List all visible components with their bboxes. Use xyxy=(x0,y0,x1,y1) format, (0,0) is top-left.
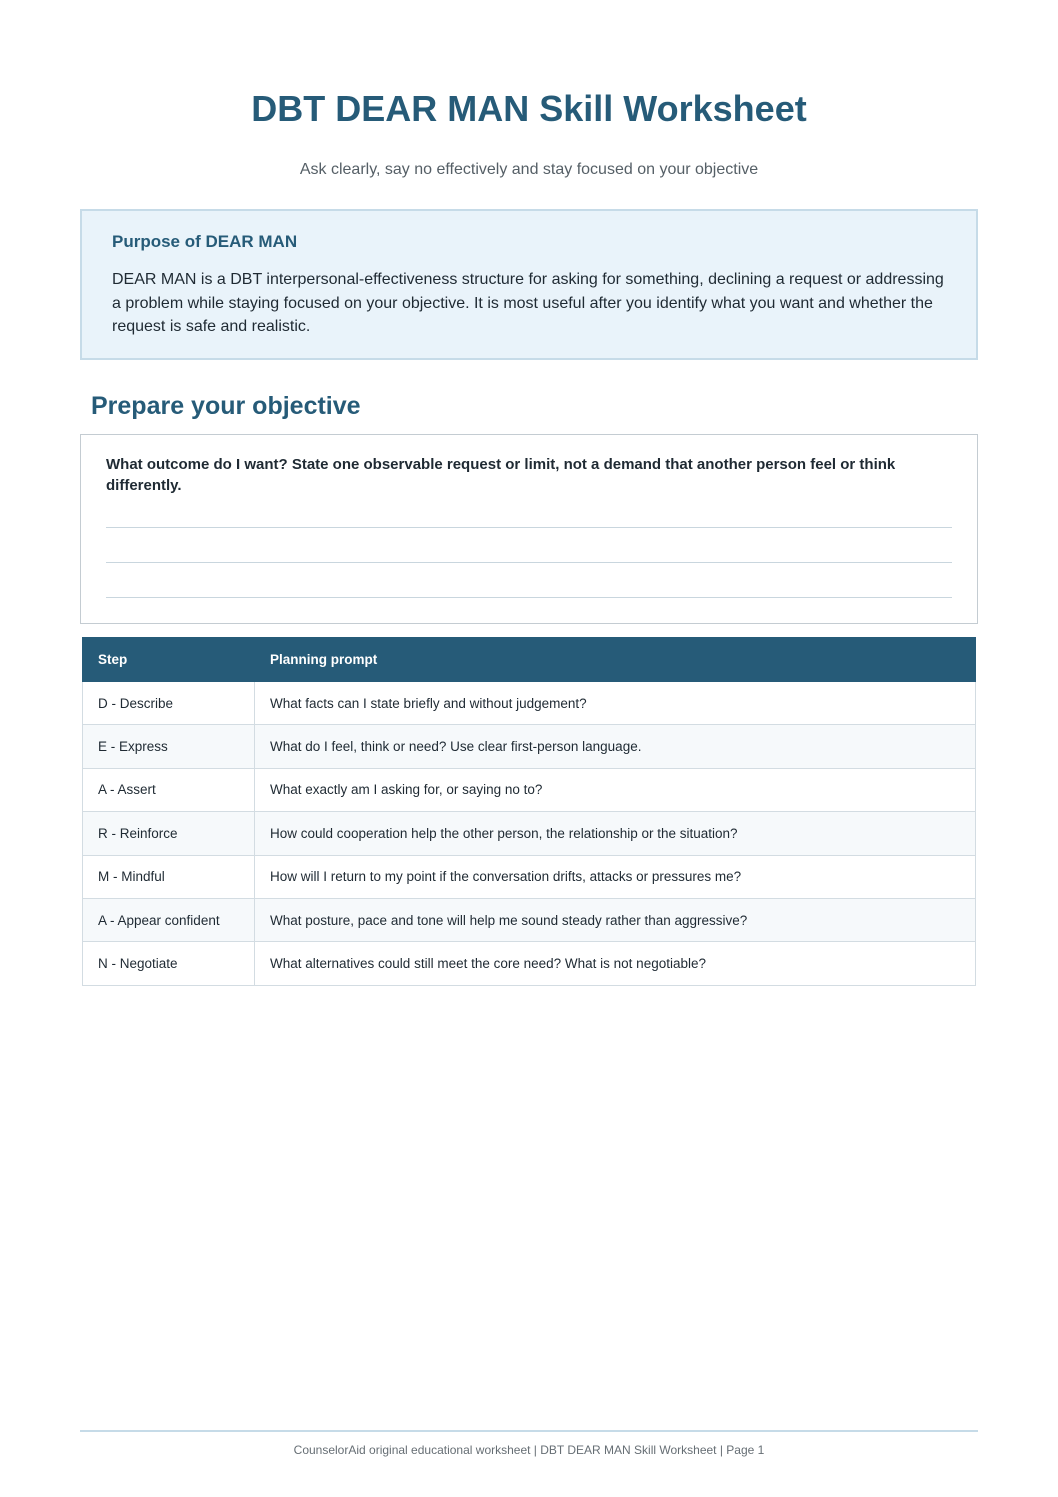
step-cell: A - Assert xyxy=(83,768,255,811)
answer-line[interactable] xyxy=(106,562,952,563)
answer-line[interactable] xyxy=(106,597,952,598)
footer-divider xyxy=(80,1430,978,1432)
table-row xyxy=(83,898,976,941)
objective-box xyxy=(80,434,978,624)
prompt-cell: What exactly am I asking for, or saying no to? xyxy=(255,768,976,811)
step-cell: N - Negotiate xyxy=(83,942,255,985)
column-header-prompt: Planning prompt xyxy=(255,638,976,682)
prompt-cell: What posture, pace and tone will help me sound steady rather than aggressive? xyxy=(255,898,976,941)
table-row xyxy=(83,768,976,811)
answer-line[interactable] xyxy=(106,527,952,528)
purpose-body: DEAR MAN is a DBT interpersonal-effectiveness structure for asking for something, declining a request or addressing a problem while staying focused on your objective. It is most useful after you identify what you want and whether the request is safe and realistic. xyxy=(112,271,944,335)
dear-man-steps-table xyxy=(82,637,976,986)
page-subtitle: Ask clearly, say no effectively and stay focused on your objective xyxy=(299,161,759,178)
objective-section-heading: Prepare your objective xyxy=(91,392,361,420)
prompt-cell: What alternatives could still meet the core need? What is not negotiable? xyxy=(255,942,976,985)
page-footer: CounselorAid original educational worksheet | DBT DEAR MAN Skill Worksheet | Page 1 xyxy=(293,1443,765,1457)
prompt-cell: How will I return to my point if the conversation drifts, attacks or pressures me? xyxy=(255,855,976,898)
objective-question: What outcome do I want? State one observable request or limit, not a demand that another person feel or think differently. xyxy=(106,456,896,494)
step-cell: R - Reinforce xyxy=(83,812,255,855)
prompt-cell: What do I feel, think or need? Use clear first-person language. xyxy=(255,725,976,768)
table-header-row xyxy=(83,638,976,682)
column-header-step: Step xyxy=(83,638,255,682)
table-row xyxy=(83,682,976,725)
table-row xyxy=(83,942,976,985)
step-cell: A - Appear confident xyxy=(83,898,255,941)
table-row xyxy=(83,855,976,898)
prompt-cell: What facts can I state briefly and without judgement? xyxy=(255,682,976,725)
page-title: DBT DEAR MAN Skill Worksheet xyxy=(251,88,807,129)
purpose-heading: Purpose of DEAR MAN xyxy=(112,232,298,251)
purpose-box xyxy=(80,209,978,360)
table-row xyxy=(83,812,976,855)
step-cell: E - Express xyxy=(83,725,255,768)
table-row xyxy=(83,725,976,768)
step-cell: M - Mindful xyxy=(83,855,255,898)
prompt-cell: How could cooperation help the other person, the relationship or the situation? xyxy=(255,812,976,855)
step-cell: D - Describe xyxy=(83,682,255,725)
